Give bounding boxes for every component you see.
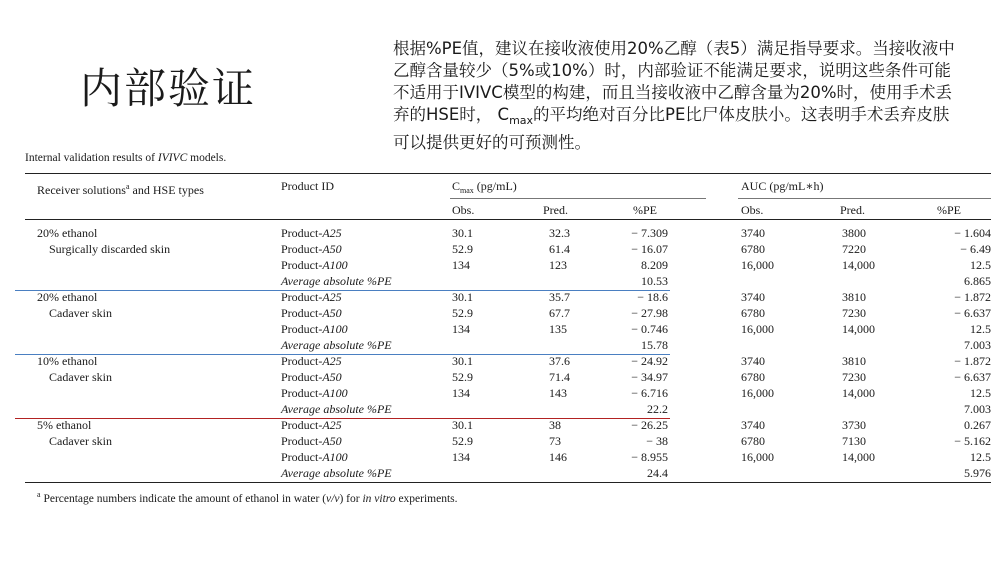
auc-pe: − 1.872 <box>954 290 991 304</box>
auc-obs: 3740 <box>741 354 765 368</box>
table-caption <box>25 152 226 164</box>
cmax-pred: 73 <box>549 434 561 448</box>
auc-obs: 6780 <box>741 306 765 320</box>
average-auc-pe: 6.865 <box>964 274 991 288</box>
cmax-pred: 123 <box>549 258 567 272</box>
cmax-obs: 30.1 <box>452 290 473 304</box>
auc-pred: 3800 <box>842 226 866 240</box>
group-separator <box>15 354 670 355</box>
auc-obs: 6780 <box>741 370 765 384</box>
auc-pred: 3810 <box>842 354 866 368</box>
auc-group-rule <box>738 198 991 199</box>
cmax-obs: 52.9 <box>452 434 473 448</box>
header-product-id: Product ID <box>281 179 334 193</box>
auc-pe: 0.267 <box>964 418 991 432</box>
header-auc: AUC (pg/mL∗h) <box>741 179 824 193</box>
product-prefix: Product- <box>281 418 323 432</box>
auc-pred: 14,000 <box>842 450 875 464</box>
cmax-pred: 71.4 <box>549 370 570 384</box>
header-auc-pe: %PE <box>937 203 961 217</box>
product-prefix: Product- <box>281 386 323 400</box>
average-label: Average absolute %PE <box>281 274 392 288</box>
cmax-obs: 134 <box>452 322 470 336</box>
header-auc-obs: Obs. <box>741 203 764 217</box>
product-prefix: Product- <box>281 370 323 384</box>
table-footnote: $^a$ Percentage numbers indicate the amount of ethanol in water (v/v) for in vitro experiments. <box>37 490 458 505</box>
group-separator <box>15 418 670 419</box>
average-cmax-pe: 15.78 <box>641 338 668 352</box>
cmax-pe: − 34.97 <box>631 370 668 384</box>
caption-suffix: models. <box>187 152 227 164</box>
auc-obs: 6780 <box>741 434 765 448</box>
cmax-pred: 35.7 <box>549 290 570 304</box>
cmax-obs: 52.9 <box>452 306 473 320</box>
cmax-obs: 134 <box>452 450 470 464</box>
auc-pe: 12.5 <box>970 322 991 336</box>
caption-model: IVIVC <box>157 152 188 164</box>
product-prefix: Product- <box>281 242 323 256</box>
cmax-pred: 146 <box>549 450 567 464</box>
cmax-pred: 143 <box>549 386 567 400</box>
product-id <box>281 306 342 321</box>
slide-title: 内部验证 <box>80 64 257 113</box>
product-prefix: Product- <box>281 450 323 464</box>
product-code: A100 <box>322 386 348 400</box>
average-label: Average absolute %PE <box>281 338 392 352</box>
description-paragraph <box>393 38 963 154</box>
group-separator <box>15 290 670 291</box>
auc-pred: 14,000 <box>842 258 875 272</box>
product-code: A100 <box>322 450 348 464</box>
average-label: Average absolute %PE <box>281 402 392 416</box>
product-code: A25 <box>322 354 342 368</box>
auc-pred: 7230 <box>842 370 866 384</box>
header-auc-pred: Pred. <box>840 203 865 217</box>
group-skin-type: Cadaver skin <box>49 434 112 448</box>
product-id <box>281 290 342 305</box>
cmax-obs: 134 <box>452 386 470 400</box>
auc-pred: 7130 <box>842 434 866 448</box>
table-top-rule <box>25 173 991 174</box>
auc-obs: 16,000 <box>741 386 774 400</box>
auc-pred: 14,000 <box>842 322 875 336</box>
auc-pe: 12.5 <box>970 258 991 272</box>
auc-obs: 3740 <box>741 290 765 304</box>
product-id <box>281 370 342 385</box>
auc-pe: − 5.162 <box>954 434 991 448</box>
group-skin-type: Cadaver skin <box>49 370 112 384</box>
product-id <box>281 386 348 401</box>
table-bottom-rule <box>25 482 991 483</box>
average-cmax-pe: 10.53 <box>641 274 668 288</box>
cmax-pred: 32.3 <box>549 226 570 240</box>
auc-pred: 14,000 <box>842 386 875 400</box>
product-id <box>281 242 342 257</box>
cmax-obs: 30.1 <box>452 418 473 432</box>
product-prefix: Product- <box>281 354 323 368</box>
cmax-obs: 30.1 <box>452 226 473 240</box>
product-code: A25 <box>322 418 342 432</box>
description-text-end: 的平均绝对百分比PE比尸体皮肤小。这表明手术丢弃皮肤可以提供更好的可预测性。 <box>393 105 950 152</box>
header-cmax: $C_{max}$ (pg/mL) <box>452 179 517 195</box>
product-code: A50 <box>322 370 342 384</box>
product-code: A100 <box>322 258 348 272</box>
cmax-pred: 37.6 <box>549 354 570 368</box>
header-receiver: Receiver solutions$^a$ and HSE types <box>37 182 204 197</box>
product-id <box>281 354 342 369</box>
auc-pred: 7220 <box>842 242 866 256</box>
cmax-pe: − 7.309 <box>631 226 668 240</box>
cmax-pe: − 8.955 <box>631 450 668 464</box>
average-cmax-pe: 22.2 <box>647 402 668 416</box>
cmax-pred: 61.4 <box>549 242 570 256</box>
group-skin-type: Surgically discarded skin <box>49 242 171 256</box>
header-cmax-pred: Pred. <box>543 203 568 217</box>
cmax-obs: 52.9 <box>452 242 473 256</box>
description-subscript: max <box>509 114 534 127</box>
auc-obs: 16,000 <box>741 450 774 464</box>
cmax-pred: 135 <box>549 322 567 336</box>
auc-pe: − 1.604 <box>954 226 991 240</box>
cmax-pe: − 26.25 <box>631 418 668 432</box>
group-solution: 20% ethanol <box>37 226 98 240</box>
group-solution: 5% ethanol <box>37 418 92 432</box>
group-skin-type: Cadaver skin <box>49 306 112 320</box>
product-prefix: Product- <box>281 226 323 240</box>
product-prefix: Product- <box>281 290 323 304</box>
cmax-pe: − 38 <box>646 434 668 448</box>
product-code: A25 <box>322 290 342 304</box>
cmax-pe: − 18.6 <box>637 290 668 304</box>
product-code: A50 <box>322 434 342 448</box>
auc-pe: − 6.637 <box>954 370 991 384</box>
product-prefix: Product- <box>281 258 323 272</box>
header-cmax-pe: %PE <box>633 203 657 217</box>
product-id <box>281 434 342 449</box>
product-code: A25 <box>322 226 342 240</box>
product-code: A50 <box>322 242 342 256</box>
auc-pe: − 6.49 <box>960 242 991 256</box>
product-id <box>281 258 348 273</box>
product-code: A50 <box>322 306 342 320</box>
cmax-pe: 8.209 <box>641 258 668 272</box>
description-text-start: 根据%PE值，建议在接收液使用20%乙醇（表5）满足指导要求。当接收液中乙醇含量较少（5%或10%）时，内部验证不能满足要求，说明这些条件可能不适用于IVIVC模型的构建，而且当接收液中乙醇含量为20%时，使用手术丢弃的HSE时， C <box>393 39 955 124</box>
auc-obs: 6780 <box>741 242 765 256</box>
product-prefix: Product- <box>281 306 323 320</box>
auc-obs: 3740 <box>741 226 765 240</box>
group-solution: 10% ethanol <box>37 354 98 368</box>
header-cmax-obs: Obs. <box>452 203 475 217</box>
cmax-pe: − 6.716 <box>631 386 668 400</box>
auc-pe: 12.5 <box>970 386 991 400</box>
cmax-obs: 134 <box>452 258 470 272</box>
cmax-obs: 30.1 <box>452 354 473 368</box>
auc-pred: 7230 <box>842 306 866 320</box>
auc-obs: 16,000 <box>741 258 774 272</box>
cmax-pred: 67.7 <box>549 306 570 320</box>
cmax-obs: 52.9 <box>452 370 473 384</box>
average-auc-pe: 7.003 <box>964 338 991 352</box>
cmax-pe: − 27.98 <box>631 306 668 320</box>
caption-prefix: Internal validation results of <box>25 152 158 164</box>
product-prefix: Product- <box>281 434 323 448</box>
cmax-pe: − 0.746 <box>631 322 668 336</box>
average-auc-pe: 5.976 <box>964 466 991 480</box>
auc-pe: − 1.872 <box>954 354 991 368</box>
cmax-pe: − 24.92 <box>631 354 668 368</box>
average-cmax-pe: 24.4 <box>647 466 668 480</box>
cmax-group-rule <box>450 198 706 199</box>
product-id <box>281 418 342 433</box>
header-bottom-rule <box>25 219 991 220</box>
auc-pe: 12.5 <box>970 450 991 464</box>
group-solution: 20% ethanol <box>37 290 98 304</box>
product-id <box>281 450 348 465</box>
product-id <box>281 226 342 241</box>
cmax-pred: 38 <box>549 418 561 432</box>
auc-obs: 3740 <box>741 418 765 432</box>
product-prefix: Product- <box>281 322 323 336</box>
cmax-pe: − 16.07 <box>631 242 668 256</box>
auc-pred: 3730 <box>842 418 866 432</box>
auc-obs: 16,000 <box>741 322 774 336</box>
auc-pe: − 6.637 <box>954 306 991 320</box>
product-code: A100 <box>322 322 348 336</box>
product-id <box>281 322 348 337</box>
average-label: Average absolute %PE <box>281 466 392 480</box>
auc-pred: 3810 <box>842 290 866 304</box>
average-auc-pe: 7.003 <box>964 402 991 416</box>
